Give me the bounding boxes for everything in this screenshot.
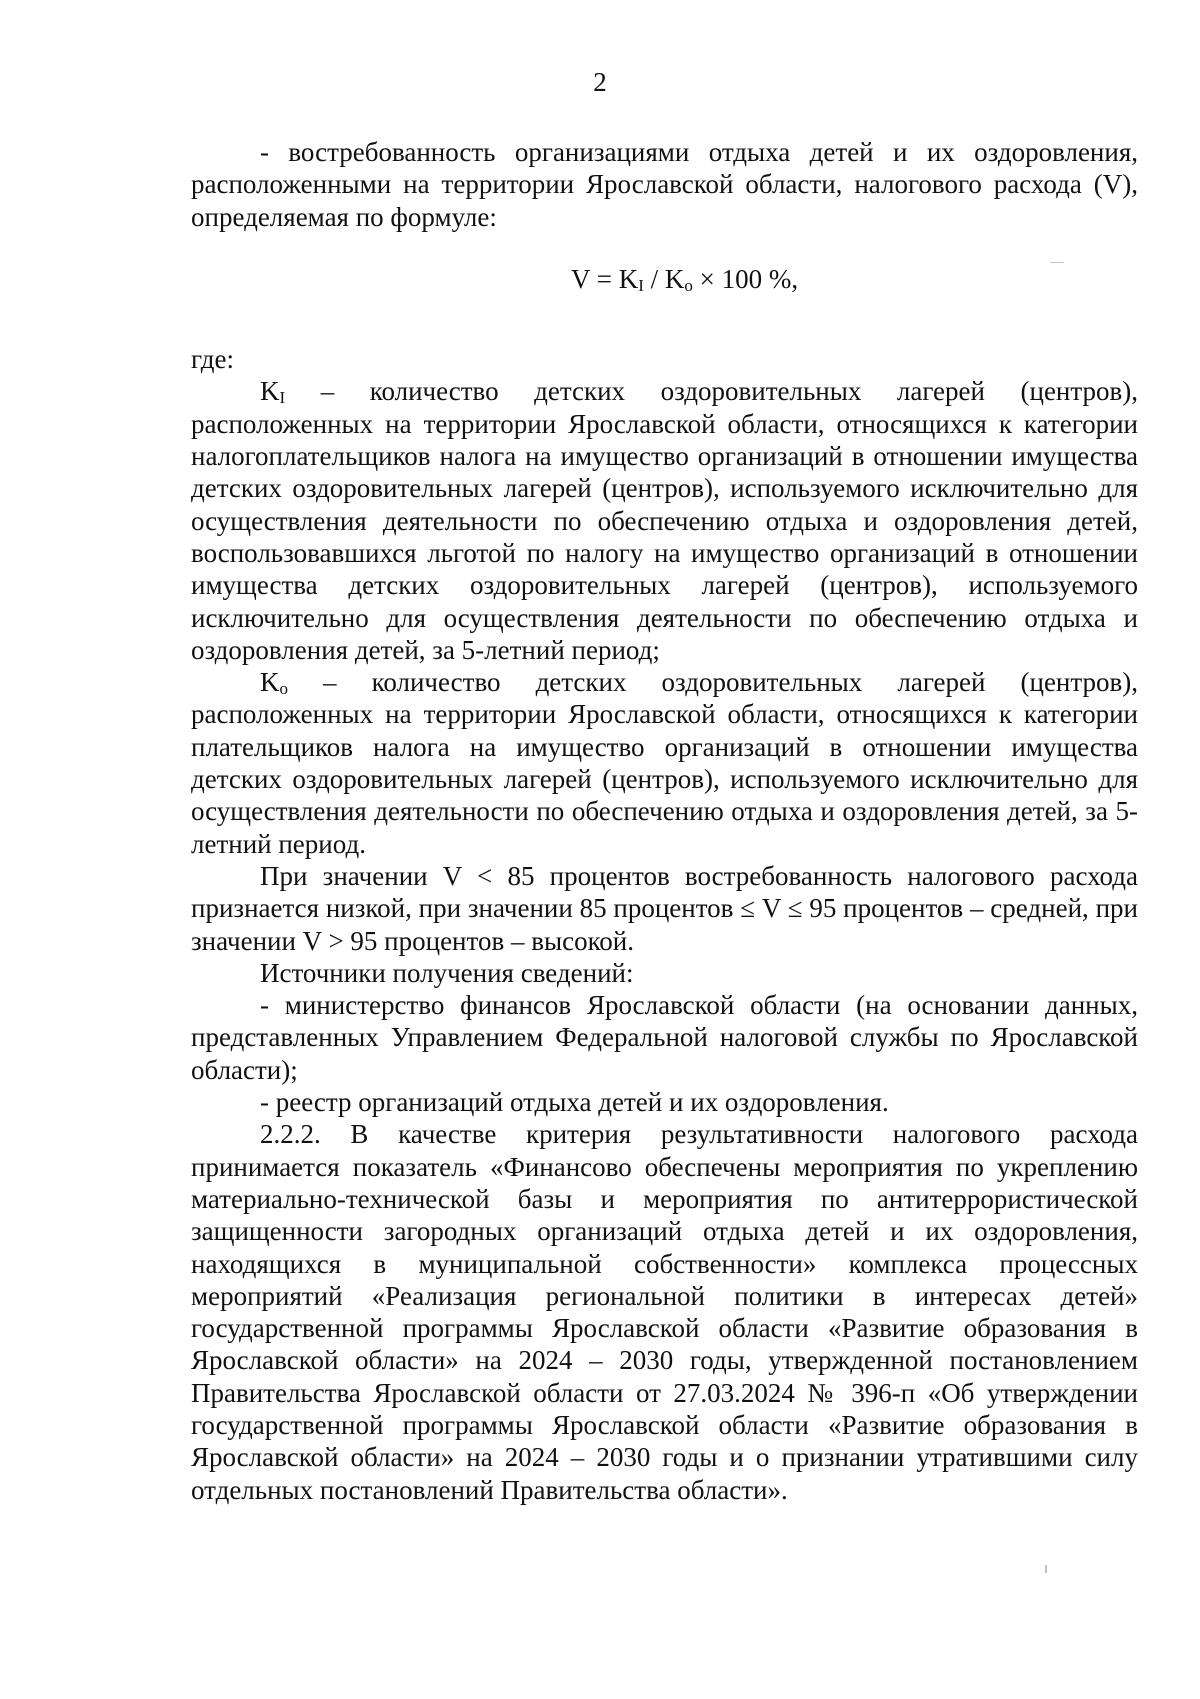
k0-subscript: о (279, 679, 288, 699)
document-body (191, 136, 1138, 1506)
k0-text: – количество детских оздоровительных лагерей (центров), расположенных на территории Ярославской области, относящихся к категории плательщиков налога на имущество организаций в отношении имущества детских оздоровительных лагерей (центров), используемого исключительно для осуществления деятельности по обеспечению отдыха и оздоровления детей, за 5-летний период. (191, 667, 1138, 859)
paragraph-sources-title: Источники получения сведений: (260, 957, 634, 988)
page-number: 2 (593, 67, 607, 97)
spacer (191, 295, 1138, 343)
paragraph-k1-definition (191, 375, 1138, 666)
k1-subscript: I (279, 388, 286, 408)
scan-artifact (1050, 262, 1064, 263)
formula-sub-1: I (638, 275, 644, 295)
formula-lhs: V = K (571, 263, 639, 294)
paragraph-2-2-2: 2.2.2. В качестве критерия результативности налогового расхода принимается показатель «Финансово обеспечены мероприятия по укреплению материально-технической базы и мероприятия по антитеррористической защищенности загородных организаций отдыха детей и их оздоровления, находящихся в муниципальной собственности» комплекса процессных мероприятий «Реализация региональной политики в интересах детей» государственной программы Ярославской области «Развитие образования в Ярославской области» на 2024 – 2030 годы, утвержденной постановлением Правительства Ярославской области от 27.03.2024 № 396-п «Об утверждении государственной программы Ярославской области «Развитие образования в Ярославской области» на 2024 – 2030 годы и о признании утратившими силу отдельных постановлений Правительства области». (191, 1119, 1138, 1505)
formula-rhs: × 100 %, (692, 263, 799, 294)
where-label: где: (191, 344, 234, 375)
k1-symbol: K (260, 376, 280, 407)
k1-text: – количество детских оздоровительных лагерей (центров), расположенных на территории Ярославской области, относящихся к категории налогоплательщиков налога на имущество организаций в отношении имущества детских оздоровительных лагерей (центров), используемого исключительно для осуществления деятельности по обеспечению отдыха и оздоровления детей, воспользовавшихся льготой по налогу на имущество организаций в отношении имущества детских оздоровительных лагерей (центров), используемого исключительно для осуществления деятельности по обеспечению отдыха и оздоровления детей, за 5-летний период; (191, 376, 1138, 665)
formula-v (191, 263, 1138, 295)
formula-mid: / K (643, 263, 685, 294)
paragraph-source-ministry: - министерство финансов Ярославской области (на основании данных, представленных Управлением Федеральной налоговой службы по Ярославской области); (191, 990, 1138, 1085)
paragraph-thresholds: При значении V < 85 процентов востребованность налогового расхода признается низкой, при значении 85 процентов ≤ V ≤ 95 процентов – средней, при значении V > 95 процентов – высокой. (191, 860, 1138, 956)
k0-symbol: K (260, 667, 280, 698)
formula-sub-0: о (684, 275, 693, 295)
scan-artifact (1045, 1565, 1047, 1573)
paragraph-k0-definition (191, 666, 1138, 860)
paragraph-source-registry: - реестр организаций отдыха детей и их оздоровления. (260, 1087, 889, 1118)
paragraph-demand-definition: - востребованность организациями отдыха детей и их оздоровления, расположенными на территории Ярославской области, налогового расхода (V), определяемая по формуле: (191, 137, 1138, 232)
